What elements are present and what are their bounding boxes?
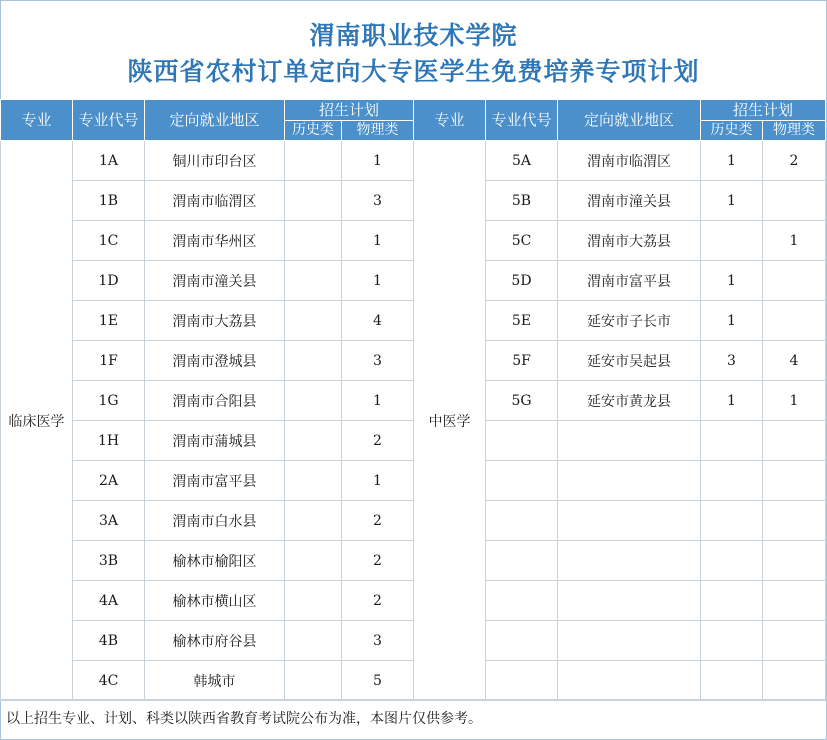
right-region-cell: 延安市黄龙县 [558,381,701,421]
table-row [1,461,826,501]
left-physics-cell: 1 [342,141,414,181]
left-history-cell [285,221,342,261]
right-region-cell [558,501,701,541]
table-row [1,381,826,421]
right-physics-cell [763,501,826,541]
right-history-cell [701,661,763,701]
header-code-left: 专业代号 [73,100,145,141]
right-code-cell [486,661,558,701]
right-physics-cell [763,421,826,461]
left-history-cell [285,341,342,381]
right-history-cell: 1 [701,141,763,181]
header-physics-right: 物理类 [763,121,826,141]
right-history-cell [701,501,763,541]
right-history-cell: 1 [701,381,763,421]
right-history-cell: 1 [701,261,763,301]
enrollment-plan-table [0,99,826,701]
header-major-left: 专业 [1,100,73,141]
left-region-cell: 渭南市大荔县 [145,301,285,341]
left-code-cell: 3A [73,501,145,541]
right-region-cell [558,581,701,621]
right-physics-cell [763,181,826,221]
right-history-cell [701,581,763,621]
left-physics-cell: 2 [342,541,414,581]
right-region-cell: 渭南市潼关县 [558,181,701,221]
right-physics-cell [763,301,826,341]
left-physics-cell: 5 [342,661,414,701]
table-row [1,301,826,341]
left-history-cell [285,661,342,701]
left-code-cell: 1E [73,301,145,341]
right-physics-cell [763,621,826,661]
left-code-cell: 3B [73,541,145,581]
header-code-right: 专业代号 [486,100,558,141]
left-code-cell: 4A [73,581,145,621]
left-history-cell [285,301,342,341]
table-row [1,341,826,381]
right-physics-cell [763,661,826,701]
left-physics-cell: 3 [342,181,414,221]
left-region-cell: 榆林市府谷县 [145,621,285,661]
right-region-cell [558,621,701,661]
right-code-cell [486,461,558,501]
right-physics-cell [763,261,826,301]
left-history-cell [285,541,342,581]
left-physics-cell: 3 [342,341,414,381]
left-code-cell: 1D [73,261,145,301]
left-history-cell [285,501,342,541]
right-region-cell: 渭南市富平县 [558,261,701,301]
left-code-cell: 1C [73,221,145,261]
left-code-cell: 4B [73,621,145,661]
left-history-cell [285,461,342,501]
right-code-cell [486,541,558,581]
left-physics-cell: 1 [342,381,414,421]
left-physics-cell: 4 [342,301,414,341]
right-physics-cell: 1 [763,381,826,421]
left-region-cell: 渭南市蒲城县 [145,421,285,461]
table-row [1,501,826,541]
right-code-cell [486,581,558,621]
header-region-left: 定向就业地区 [145,100,285,141]
right-physics-cell: 2 [763,141,826,181]
left-history-cell [285,581,342,621]
left-physics-cell: 1 [342,461,414,501]
left-region-cell: 渭南市富平县 [145,461,285,501]
left-region-cell: 铜川市印台区 [145,141,285,181]
header-history-left: 历史类 [285,121,342,141]
footer-note: 以上招生专业、计划、科类以陕西省教育考试院公布为准，本图片仅供参考。 [0,699,825,738]
right-code-cell [486,621,558,661]
right-history-cell: 3 [701,341,763,381]
table-row [1,261,826,301]
right-code-cell: 5B [486,181,558,221]
header-physics-left: 物理类 [342,121,414,141]
right-code-cell: 5C [486,221,558,261]
right-history-cell [701,421,763,461]
right-history-cell [701,461,763,501]
left-code-cell: 1G [73,381,145,421]
right-region-cell: 延安市子长市 [558,301,701,341]
right-region-cell: 延安市吴起县 [558,341,701,381]
right-code-cell: 5D [486,261,558,301]
table-row [1,221,826,261]
right-region-cell: 渭南市大荔县 [558,221,701,261]
table-row [1,421,826,461]
right-region-cell [558,461,701,501]
table-row [1,621,826,661]
left-physics-cell: 1 [342,221,414,261]
right-code-cell: 5G [486,381,558,421]
left-code-cell: 1A [73,141,145,181]
left-region-cell: 渭南市澄城县 [145,341,285,381]
right-history-cell [701,541,763,581]
header-region-right: 定向就业地区 [558,100,701,141]
table-row [1,181,826,221]
left-code-cell: 2A [73,461,145,501]
right-history-cell: 1 [701,301,763,341]
page-subtitle: 陕西省农村订单定向大专医学生免费培养专项计划 [127,57,700,86]
header-major-right: 专业 [414,100,486,141]
left-region-cell: 韩城市 [145,661,285,701]
right-physics-cell: 4 [763,341,826,381]
left-region-cell: 渭南市临渭区 [145,181,285,221]
right-physics-cell [763,581,826,621]
left-history-cell [285,621,342,661]
left-history-cell [285,261,342,301]
left-region-cell: 榆林市榆阳区 [145,541,285,581]
right-physics-cell [763,541,826,581]
table-row [1,581,826,621]
left-history-cell [285,181,342,221]
header-history-right: 历史类 [701,121,763,141]
left-code-cell: 1H [73,421,145,461]
left-region-cell: 榆林市横山区 [145,581,285,621]
left-region-cell: 渭南市白水县 [145,501,285,541]
table-row [1,141,826,181]
right-code-cell: 5F [486,341,558,381]
right-code-cell [486,501,558,541]
left-region-cell: 渭南市华州区 [145,221,285,261]
right-major-cell: 中医学 [414,141,486,701]
left-physics-cell: 1 [342,261,414,301]
plan-body [1,141,826,701]
left-code-cell: 4C [73,661,145,701]
left-region-cell: 渭南市合阳县 [145,381,285,421]
right-history-cell [701,621,763,661]
right-code-cell: 5A [486,141,558,181]
table-row [1,541,826,581]
right-region-cell [558,421,701,461]
left-history-cell [285,421,342,461]
right-physics-cell [763,461,826,501]
left-physics-cell: 3 [342,621,414,661]
left-region-cell: 渭南市潼关县 [145,261,285,301]
right-region-cell: 渭南市临渭区 [558,141,701,181]
table-row [1,661,826,701]
left-physics-cell: 2 [342,581,414,621]
right-code-cell: 5E [486,301,558,341]
left-physics-cell: 2 [342,421,414,461]
right-history-cell [701,221,763,261]
left-code-cell: 1B [73,181,145,221]
left-physics-cell: 2 [342,501,414,541]
header-plan-left: 招生计划 [285,100,414,121]
right-region-cell [558,541,701,581]
right-physics-cell: 1 [763,221,826,261]
right-region-cell [558,661,701,701]
header-plan-right: 招生计划 [701,100,826,121]
page-title: 渭南职业技术学院 [309,21,518,50]
right-code-cell [486,421,558,461]
left-history-cell [285,141,342,181]
right-history-cell: 1 [701,181,763,221]
left-code-cell: 1F [73,341,145,381]
left-history-cell [285,381,342,421]
left-major-cell: 临床医学 [1,141,73,701]
